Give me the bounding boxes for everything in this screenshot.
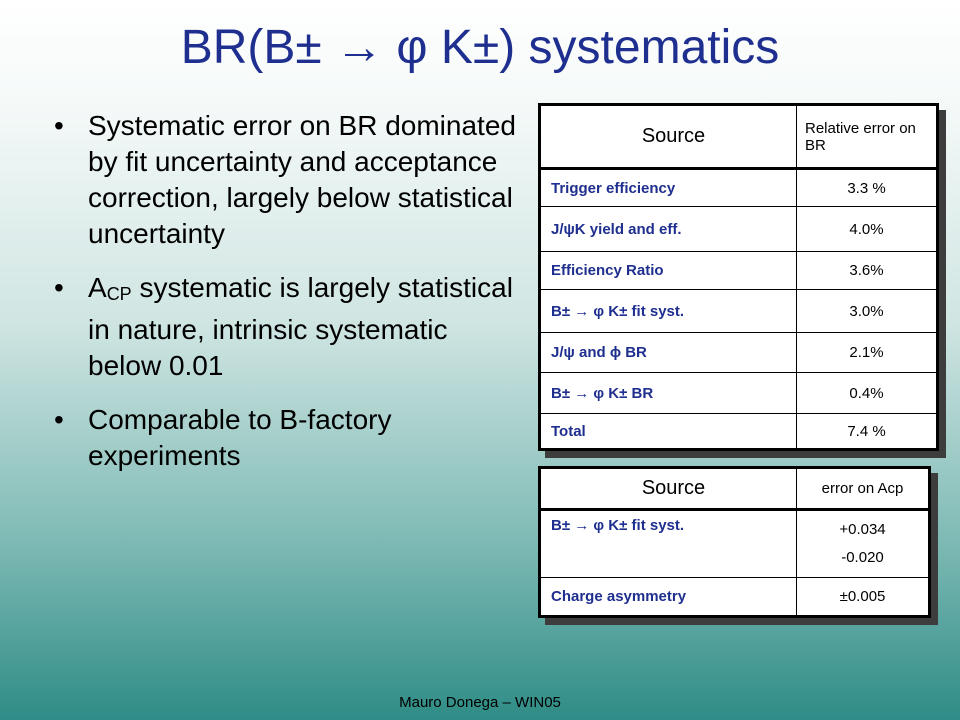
table-header-relative-error: Relative error on BR — [797, 105, 938, 169]
row-label: B± → φ K± fit syst. — [540, 510, 797, 578]
table-row-total — [540, 414, 938, 450]
slide-title: BR(B± → φ K±) systematics — [180, 21, 780, 74]
row-label: Trigger efficiency — [540, 169, 797, 207]
table-header-source: Source — [540, 105, 797, 169]
row-label: B± → φ K± BR — [540, 373, 797, 414]
row-value: 4.0% — [797, 207, 938, 252]
row-label: Total — [540, 414, 797, 450]
table-row — [540, 578, 930, 617]
table-row — [540, 252, 938, 290]
row-label: Efficiency Ratio — [540, 252, 797, 290]
bullet-marker: • — [54, 404, 64, 435]
table-row — [540, 373, 938, 414]
acp-subscript: CP — [106, 284, 132, 304]
value-lower: -0.020 — [841, 549, 884, 566]
footer-author: Mauro Donega – WIN05 — [399, 694, 561, 711]
table-row — [540, 290, 938, 333]
acp-text: systematic is largely statistical in nature, intrinsic systematic below 0.01 — [88, 272, 513, 381]
table-row — [540, 333, 938, 373]
bullet-text — [88, 272, 513, 381]
table-header-error-acp: error on Acp — [797, 468, 930, 510]
acp-symbol: A — [88, 272, 107, 303]
row-label: J/ψ and ϕ BR — [540, 333, 797, 373]
bullet-list — [40, 108, 520, 492]
bullet-marker: • — [54, 272, 64, 303]
bullet-item — [40, 270, 520, 384]
acp-systematics-table — [538, 466, 931, 618]
value-upper: +0.034 — [839, 521, 886, 538]
row-value — [797, 510, 930, 578]
bullet-marker: • — [54, 110, 64, 141]
row-value: 7.4 % — [797, 414, 938, 450]
table-row — [540, 510, 930, 578]
row-label: J/ψK yield and eff. — [540, 207, 797, 252]
row-label: Charge asymmetry — [540, 578, 797, 617]
row-value: 3.3 % — [797, 169, 938, 207]
bullet-item — [40, 402, 520, 474]
br-systematics-table — [538, 103, 939, 451]
bullet-text: Comparable to B-factory experiments — [88, 404, 392, 471]
table-header-row — [540, 105, 938, 169]
bullet-text: Systematic error on BR dominated by fit uncertainty and acceptance correction, largely below statistical uncertainty — [88, 110, 516, 249]
table-header-source: Source — [540, 468, 797, 510]
table-header-row — [540, 468, 930, 510]
row-value: 0.4% — [797, 373, 938, 414]
row-label: B± → φ K± fit syst. — [540, 290, 797, 333]
table-row — [540, 207, 938, 252]
row-value: 3.0% — [797, 290, 938, 333]
table-row — [540, 169, 938, 207]
row-value: ±0.005 — [797, 578, 930, 617]
row-value: 2.1% — [797, 333, 938, 373]
bullet-item — [40, 108, 520, 252]
row-value: 3.6% — [797, 252, 938, 290]
